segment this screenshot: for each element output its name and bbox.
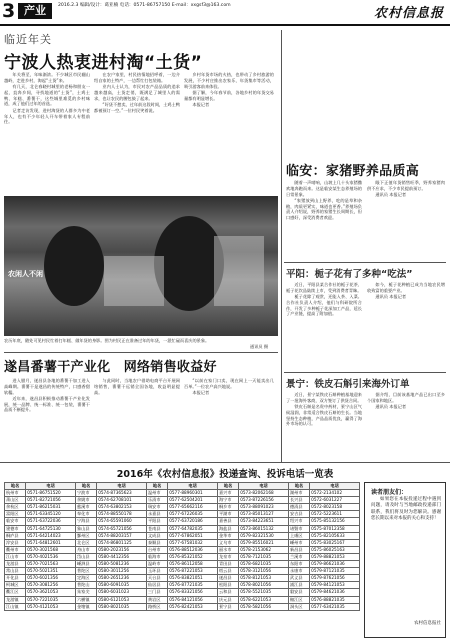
place-name-cell: 文成县 <box>146 532 167 539</box>
phone-number-cell: 0578-5521035 <box>239 589 289 596</box>
phone-number-cell: 0576-87721035 <box>168 582 218 589</box>
phone-number-cell: 0570-3621053 <box>26 589 76 596</box>
place-name-cell: 江山镇 <box>5 603 26 610</box>
phone-number-cell: 0576-82421053 <box>168 603 218 610</box>
place-name-cell: 普陀山 <box>75 582 96 589</box>
phone-number-cell: 0573-82062168 <box>239 490 289 497</box>
place-name-cell: 武义县 <box>288 575 309 582</box>
phone-number-cell: 0577-67862051 <box>168 532 218 539</box>
phone-number-cell: 0579-84121053 <box>310 582 360 589</box>
column-header: 电话 <box>239 483 289 490</box>
place-name-cell: 仙居县 <box>146 582 167 589</box>
table-row <box>5 546 360 553</box>
editor: 编辑/设计：葛亚楠 <box>79 3 119 8</box>
place-name-cell: 桐乡市 <box>217 504 238 511</box>
place-name-cell: 象山县 <box>75 525 96 532</box>
place-name-cell: 杭州市 <box>5 490 26 497</box>
place-name-cell: 金华市 <box>217 532 238 539</box>
suichang-paragraph: 与此同时，当地农户借助电商平台开展网络销售，番薯干远销全国各地，收益明显提高。 <box>94 378 180 395</box>
place-name-cell: 富阳区 <box>5 511 26 518</box>
place-name-cell: 奉化市 <box>75 511 96 518</box>
place-name-cell: 慈溪市 <box>75 504 96 511</box>
table-row <box>5 589 360 596</box>
lead-paragraph: 据了解，今年春节前，各地乡村的年货交易量都有明显增长。 <box>184 89 274 101</box>
place-name-cell: 余杭区 <box>5 504 26 511</box>
place-name-cell: 台州市 <box>146 546 167 553</box>
phone-number-cell: 0576-88512036 <box>168 546 218 553</box>
phone-number-cell: 0576-85321052 <box>168 553 218 560</box>
email: E-mail：xxgsf3@163.com <box>171 3 231 8</box>
phone-number-cell: 0570-3081256 <box>26 582 76 589</box>
jingning-paragraph: 通讯员 本报记者 <box>375 404 407 410</box>
phone-number-cell: 0579-86621036 <box>310 561 360 568</box>
pingyang-paragraph: 近日，平阳县某合作社的栀子花茶、栀子花饮品陆续上市，受到消费者青睐。 <box>286 282 362 293</box>
place-name-cell: 苍南县 <box>146 525 167 532</box>
phone-number-cell: 0576-86112058 <box>168 561 218 568</box>
phone-number-cell: 0571-64725130 <box>26 525 76 532</box>
place-name-cell: 衢江区 <box>5 589 26 596</box>
phone-number-cell: 0579-87121035 <box>310 568 360 575</box>
place-name-cell: 永康市 <box>288 568 309 575</box>
column-header: 地名 <box>288 483 309 490</box>
place-name-cell: 淳安县 <box>5 539 26 546</box>
place-name-cell: 鄞州区 <box>75 532 96 539</box>
phone-number-cell: 0580-6121053 <box>97 596 147 603</box>
phone-number-cell: 0580-6031023 <box>97 589 147 596</box>
suichang-column-1 <box>4 378 90 414</box>
suichang-headline: 遂昌番薯干产业化 网络销售收益好 <box>4 360 217 375</box>
phone-number-cell: 0573-85013127 <box>239 511 289 518</box>
place-name-cell: 永嘉县 <box>146 511 167 518</box>
place-name-cell: 松阳县 <box>217 582 238 589</box>
place-name-cell: 义乌市 <box>217 539 238 546</box>
column-header: 电话 <box>168 483 218 490</box>
table-row <box>5 596 360 603</box>
phone-number-cell: 0580-3011256 <box>97 568 147 575</box>
place-name-cell: 定海区 <box>75 575 96 582</box>
place-name-cell: 嵊泗县 <box>75 561 96 568</box>
linan-paragraph: 随着一声哨响，山坡上几十头家猪撒欢地奔跑而来。这是临安某生态养殖场的日常景象。 <box>286 180 362 197</box>
phone-number-cell: 0578-3121056 <box>239 568 289 575</box>
photo-caption: 农历年底，随处可见村民忙着打年糕、做年货的身影。图为村民正在准备过年的年货，一派忙碌而喜庆的景象。 <box>4 338 210 343</box>
phone-number-cell: 0570-7221035 <box>26 596 76 603</box>
phone-number-cell: 0579-82321530 <box>239 532 289 539</box>
phone-number-cell: 0574-65721056 <box>97 525 147 532</box>
phone-number-cell: 0576-88821035 <box>310 596 360 603</box>
place-name-cell: 舟山市 <box>75 546 96 553</box>
place-name-cell: 建德市 <box>5 525 26 532</box>
table-row <box>5 553 360 560</box>
contact-table <box>4 482 360 611</box>
place-name-cell: 温岭市 <box>146 561 167 568</box>
place-name-cell: 普陀区 <box>75 568 96 575</box>
phone-number-cell: 0578-8021056 <box>239 582 289 589</box>
phone-number-cell: 0576-84121056 <box>168 596 218 603</box>
pingyang-headline: 平阳：栀子花有了多种“吃法” <box>286 269 413 280</box>
phone-number-cell: 0578-7121035 <box>239 553 289 560</box>
place-name-cell: 玉环县 <box>146 568 167 575</box>
place-name-cell: 北仑区 <box>75 539 96 546</box>
notice-heading: 读者朋友们： <box>371 489 408 496</box>
phone-number-cell: 0572-8023158 <box>310 504 360 511</box>
phone-number-cell: 0577-62504201 <box>168 497 218 504</box>
pingyang-paragraph: 栀子花除了观赏，还能入茶、入菜。合作社负责人介绍，他们与科研院所合作，开发了多种栀子花深加工产品，延长了产业链，提高了附加值。 <box>286 294 362 317</box>
phone-number-cell: 0578-5821056 <box>239 603 289 610</box>
phone-number-cell: 0577-67581032 <box>168 539 218 546</box>
place-name-cell: 洞头区 <box>288 603 309 610</box>
place-name-cell: 龙游镇 <box>5 596 26 603</box>
place-name-cell: 朱家尖 <box>75 589 96 596</box>
table-row <box>5 532 360 539</box>
notice-body: 如果您在本报投递过程中遇到问题，请及时与当地邮政投递部门联系，我们将及时为您解决。感谢您长期以来对本报的关心和支持！ <box>371 497 441 521</box>
phone-number-cell: 0580-8021035 <box>97 603 147 610</box>
phone-number-cell: 0580-6091035 <box>97 582 147 589</box>
suichang-paragraph: 进入腊月，遂昌县各地的番薯干加工进入高峰期。番薯干是遂昌的传统特产，口感香甜软糯。 <box>4 378 90 395</box>
phone-number-cell: 0580-4412356 <box>97 553 147 560</box>
phone-number-cell: 0570-4021536 <box>26 553 76 560</box>
jingning-paragraph: 据介绍，目前该基地产品已出口至多个国家和地区。 <box>367 392 445 403</box>
lead-column-2 <box>94 72 180 114</box>
column-header: 电话 <box>97 483 147 490</box>
table-row <box>5 511 360 518</box>
phone-number-cell: 0574-88550178 <box>97 511 147 518</box>
place-name-cell: 海宁市 <box>217 497 238 504</box>
phone-number-cell: 0575-82105633 <box>310 532 360 539</box>
phone-number-cell: 0570-7021563 <box>26 561 76 568</box>
place-name-cell: 绍兴市 <box>288 518 309 525</box>
jingning-column-1 <box>286 392 362 428</box>
masthead-meta <box>58 3 231 10</box>
place-name-cell: 嘉善县 <box>217 518 238 525</box>
linan-column-1 <box>286 180 362 222</box>
table-row <box>5 561 360 568</box>
phone-number-cell: 0571-64214023 <box>26 532 76 539</box>
place-name-cell: 嘉兴市 <box>217 490 238 497</box>
pingyang-column-2 <box>367 282 445 300</box>
lead-kicker: 临近年关 <box>4 33 52 46</box>
table-row <box>5 582 360 589</box>
place-name-cell: 上虞区 <box>288 532 309 539</box>
place-name-cell: 江山市 <box>5 553 26 560</box>
lead-paragraph: 在农户家里，村民热情地招呼着，一边介绍自家的土特产，一边帮忙打包装箱。 <box>94 72 180 83</box>
jingning-headline: 景宁：铁皮石斛引来海外订单 <box>286 379 410 390</box>
suichang-column-2 <box>94 378 180 396</box>
place-name-cell: 嵊州市 <box>288 539 309 546</box>
phone-number-cell: 0578-6821035 <box>239 561 289 568</box>
phone-number-cell: 0580-2023156 <box>97 546 147 553</box>
phone-number-cell: 0571-86215031 <box>26 504 76 511</box>
phone-number-cell: 0573-88091023 <box>239 504 289 511</box>
place-name-cell: 瑞安市 <box>146 504 167 511</box>
news-photo <box>4 196 278 336</box>
place-name-cell: 泰顺县 <box>146 539 167 546</box>
phone-number-cell: 0577-67226035 <box>168 511 218 518</box>
phone-number-cell: 0579-84621036 <box>310 589 360 596</box>
place-name-cell: 青田县 <box>217 561 238 568</box>
place-name-cell: 磐安县 <box>288 589 309 596</box>
place-name-cell: 平阳县 <box>146 518 167 525</box>
linan-paragraph: “家猪放到山上野养，吃的是草和杂粮，肉质更紧实，味道也更香。”养殖场负责人介绍说，野养的家猪生长周期长，但口感好，深受消费者欢迎。 <box>286 197 362 221</box>
phone-number-cell: 0578-6221053 <box>239 596 289 603</box>
column-header: 地名 <box>75 483 96 490</box>
linan-paragraph: 眼下正值年货销售旺季，野养家猪肉供不应求，不少市民提前预订。 <box>367 180 445 191</box>
reader-notice <box>364 482 446 638</box>
photo-credit: 通讯员 摄 <box>250 344 269 349</box>
phone-number-cell: 0579-88821053 <box>310 553 360 560</box>
place-name-cell: 龙游县 <box>5 561 26 568</box>
lead-paragraph: 年关将至，年味渐浓。不少城区市民翻山越岭，走进乡村，淘起“土货”来。 <box>4 72 90 83</box>
place-name-cell: 六横镇 <box>75 596 96 603</box>
phone-number-cell: 0580-2651236 <box>97 575 147 582</box>
phone-number-cell: 0574-86801125 <box>97 539 147 546</box>
pingyang-column-1 <box>286 282 362 318</box>
place-name-cell: 椒江区 <box>288 596 309 603</box>
phone-number-cell: 0574-62708101 <box>97 497 147 504</box>
lead-headline: 宁波人热衷进村淘“土货” <box>4 53 203 73</box>
section-rule <box>284 372 446 373</box>
jingning-paragraph: 近日，景宁某铁皮石斛种植基地迎来了一批海外客商，双方签订了供货合同。 <box>286 392 362 403</box>
table-row <box>5 568 360 575</box>
phone-number-cell: 0570-4121053 <box>26 603 76 610</box>
place-name-cell: 云和县 <box>217 589 238 596</box>
place-name-cell: 安吉县 <box>288 511 309 518</box>
table-row <box>5 575 360 582</box>
place-name-cell: 东阳市 <box>288 561 309 568</box>
phone-number-cell: 0575-86025163 <box>310 546 360 553</box>
phone-number-cell: 0576-83821051 <box>168 575 218 582</box>
table-header-row <box>5 483 360 490</box>
column-header: 地名 <box>146 483 167 490</box>
place-name-cell: 缙云县 <box>217 568 238 575</box>
masthead-rule <box>0 24 450 26</box>
suichang-column-3 <box>184 378 274 396</box>
phone-number-cell: 0577-63720186 <box>168 518 218 525</box>
table-row <box>5 490 360 497</box>
lead-paragraph: “好货不愁卖，过年前这段时间，土鸡土鸭都被预订一空。”一位村民笑着说。 <box>94 101 180 113</box>
masthead <box>0 0 450 26</box>
place-name-cell: 岱山县 <box>75 553 96 560</box>
phone-number-cell: 0577-88960301 <box>168 490 218 497</box>
table-row <box>5 539 360 546</box>
phone-number-cell: 0574-63802153 <box>97 504 147 511</box>
photo-title: 农闲人不闲 <box>8 270 43 278</box>
issue-date: 2016.2.3 <box>58 3 79 8</box>
place-name-cell: 诸暨市 <box>288 525 309 532</box>
table-row <box>5 497 360 504</box>
phone-number-cell: 0573-84223651 <box>239 518 289 525</box>
phone-number-cell: 0571-82721056 <box>26 497 76 504</box>
phone-number-cell: 0570-3021568 <box>26 546 76 553</box>
place-name-cell: 萧山区 <box>5 497 26 504</box>
phone-number-cell: 0570-5021351 <box>26 568 76 575</box>
place-name-cell: 丽水市 <box>217 546 238 553</box>
place-name-cell: 路桥区 <box>146 603 167 610</box>
lead-paragraph: 乡村年货市场的火热，也带动了乡村旅游的发展，不少村庄推出农家乐、年货集市等活动，吸引游客前来体验。 <box>184 72 274 89</box>
phone-number-cell: 0579-87621056 <box>310 575 360 582</box>
place-name-cell: 黄岩区 <box>146 596 167 603</box>
linan-headline: 临安：家猪野养品质高 <box>286 164 420 179</box>
place-name-cell: 宁波市 <box>75 490 96 497</box>
suichang-paragraph: 本报记者 <box>192 390 210 396</box>
phone-number-cell: 0570-6021356 <box>26 575 76 582</box>
place-name-cell: 宁海县 <box>75 518 96 525</box>
place-name-cell: 海盐县 <box>217 525 238 532</box>
place-name-cell: 浦江县 <box>288 582 309 589</box>
lead-paragraph: 业内人士认为，市民对农产品品质的追求越来越高，土货走俏，既满足了城里人的需求，也让农民的腰包鼓了起来。 <box>94 84 180 101</box>
phone-number-cell: 0577-65662116 <box>168 504 218 511</box>
linan-paragraph: 通讯员 本报记者 <box>375 192 407 198</box>
place-name-cell: 临海市 <box>146 553 167 560</box>
phone-number-cell: 0573-87226156 <box>239 497 289 504</box>
lead-paragraph: 记者走访发现，进村淘货的人群多为中老年人，也有不少年轻人开车带着家人专程前往。 <box>4 107 90 125</box>
phone-number-cell: 0575-85132156 <box>310 518 360 525</box>
phone-number-cell: 0576-87221053 <box>168 568 218 575</box>
section-rule <box>284 262 446 263</box>
lead-column-3 <box>184 72 274 108</box>
phone-number-cell: 0574-88203157 <box>97 532 147 539</box>
place-name-cell: 庆元县 <box>217 596 238 603</box>
phone-number-cell: 0575-87012358 <box>310 525 360 532</box>
column-header: 电话 <box>26 483 76 490</box>
phone-number-cell: 0576-83321056 <box>168 589 218 596</box>
phone-number-cell: 0571-63345120 <box>26 511 76 518</box>
pingyang-paragraph: 如今，栀子花种植已成为当地农民增收致富的重要产业。 <box>367 282 445 293</box>
section-rule <box>0 462 450 463</box>
phone-number-cell: 0577-64782035 <box>168 525 218 532</box>
phone-number-cell: 0580-5081236 <box>97 561 147 568</box>
place-name-cell: 开化县 <box>5 575 26 582</box>
phone-number-cell: 0579-85516021 <box>239 539 289 546</box>
pingyang-paragraph: 通讯员 本报记者 <box>375 294 407 300</box>
jingning-paragraph: 铁皮石斛是名贵中药材，景宁山区气候湿润，非常适合铁皮石斛的生长。当地坚持生态种植，产品品质优良，赢得了海外市场的认可。 <box>286 404 362 427</box>
lead-paragraph: 本报记者 <box>192 101 210 107</box>
section-rule <box>4 352 278 353</box>
place-name-cell: 桐庐县 <box>5 532 26 539</box>
phone-number-cell: 0578-8121053 <box>239 575 289 582</box>
paper-brand: 农村信息报 <box>373 6 444 21</box>
phone-number-cell: 0574-65591060 <box>97 518 147 525</box>
jingning-column-2 <box>367 392 445 410</box>
phone-number-cell: 0573-86015132 <box>239 525 289 532</box>
place-name-cell: 平湖市 <box>217 511 238 518</box>
lead-column-1 <box>4 72 90 126</box>
suichang-paragraph: 近年来，遂昌县积极推动番薯干产业化发展，统一品牌、统一标准、统一包装，番薯干品质不断提升。 <box>4 395 90 413</box>
notice-signature: 农村信息报社 <box>414 621 441 626</box>
place-name-cell: 景宁县 <box>217 603 238 610</box>
place-name-cell: 常山县 <box>5 568 26 575</box>
column-divider <box>281 30 282 462</box>
place-name-cell: 长兴县 <box>288 497 309 504</box>
phone-number-cell: 0578-2153062 <box>239 546 289 553</box>
place-name-cell: 遂昌县 <box>217 575 238 582</box>
table-row <box>5 525 360 532</box>
table-row <box>5 603 360 610</box>
phone-number-cell: 0574-87365623 <box>97 490 147 497</box>
table-row <box>5 518 360 525</box>
phone-number-cell: 0571-63722036 <box>26 518 76 525</box>
place-name-cell: 湖州市 <box>288 490 309 497</box>
lead-paragraph: 有几天，北仑春晓村城里的老杨和朋友一起，直奔乡间，寻找地道的“土货”，土鸡土鸭、年糕、番薯干，这些城里难觅的乡村味道，成了他们过年的首选。 <box>4 84 90 107</box>
place-name-cell: 衢州市 <box>5 546 26 553</box>
phone-number-cell: 0575-83025167 <box>310 539 360 546</box>
phone: 电话：0571-86757150 <box>119 3 171 8</box>
place-name-cell: 龙泉市 <box>217 553 238 560</box>
table-row <box>5 504 360 511</box>
section-label: 产业 <box>18 3 52 19</box>
table-body <box>5 490 360 611</box>
place-name-cell: 乐清市 <box>146 497 167 504</box>
place-name-cell: 三门县 <box>146 589 167 596</box>
column-header: 地名 <box>217 483 238 490</box>
linan-column-2 <box>367 180 445 198</box>
place-name-cell: 兰溪市 <box>288 553 309 560</box>
place-name-cell: 金塘镇 <box>75 603 96 610</box>
place-name-cell: 天台县 <box>146 575 167 582</box>
column-header: 地名 <box>5 483 26 490</box>
phone-number-cell: 0571-64812601 <box>26 539 76 546</box>
phone-number-cell: 0572-5223611 <box>310 511 360 518</box>
place-name-cell: 柯城区 <box>5 582 26 589</box>
phone-number-cell: 0577-63421035 <box>310 603 360 610</box>
table-title: 2016年《农村信息报》投递查询、投诉电话一览表 <box>116 469 334 480</box>
place-name-cell: 新昌县 <box>288 546 309 553</box>
column-header: 电话 <box>310 483 360 490</box>
place-name-cell: 温州市 <box>146 490 167 497</box>
suichang-paragraph: “以前在家门口卖，现在网上一天能卖出几百单。”一位农户高兴地说。 <box>184 378 274 389</box>
place-name-cell: 余姚市 <box>75 497 96 504</box>
page-number: 3 <box>2 0 16 22</box>
place-name-cell: 临安市 <box>5 518 26 525</box>
place-name-cell: 德清县 <box>288 504 309 511</box>
phone-number-cell: 0572-6031227 <box>310 497 360 504</box>
phone-number-cell: 0572-2134102 <box>310 490 360 497</box>
phone-number-cell: 0571-86751520 <box>26 490 76 497</box>
